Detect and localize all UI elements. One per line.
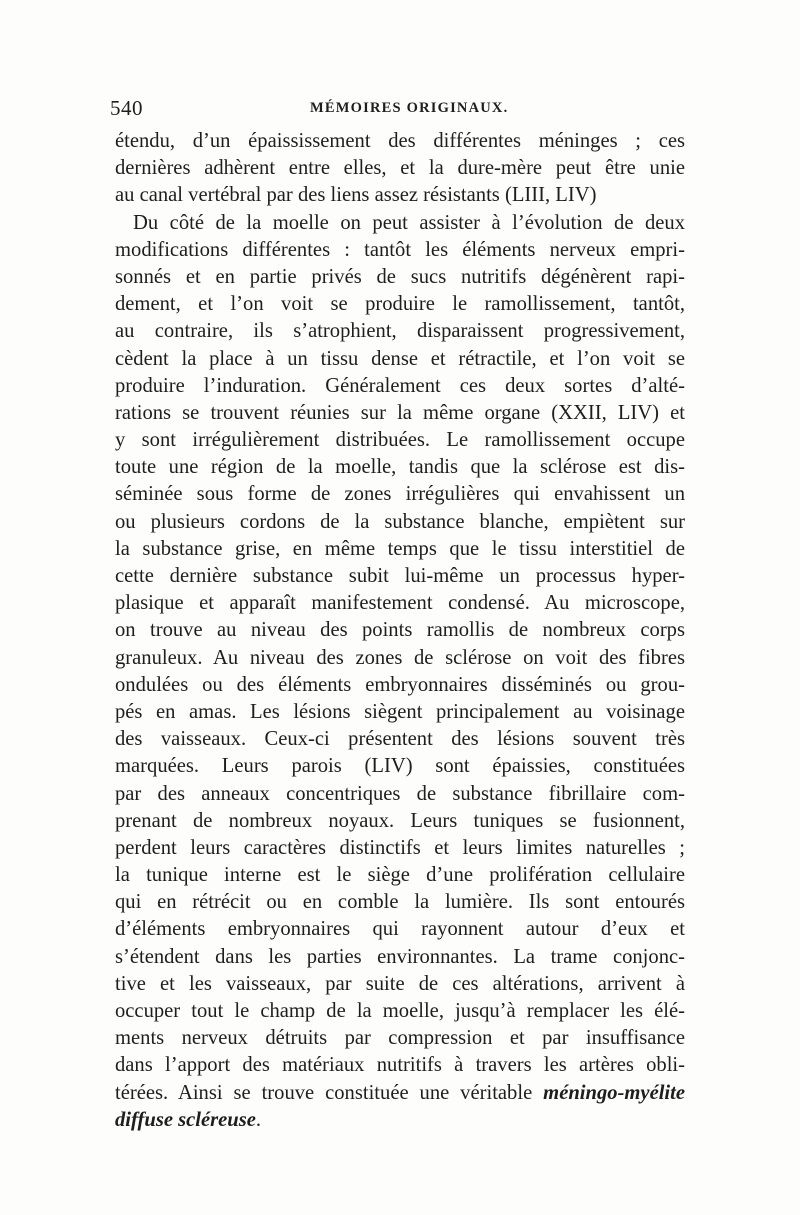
page-number: 540 bbox=[110, 96, 143, 120]
text-line: tive et les vaisseaux, par suite de ces altérations, arrivent à bbox=[115, 972, 685, 995]
text-line: ments nerveux détruits par compression et par insuffisance bbox=[115, 1027, 685, 1050]
text-line: la substance grise, en même temps que le tissu interstitiel de bbox=[115, 537, 685, 560]
line-text: térées. Ainsi se trouve constituée une véritable bbox=[115, 1081, 533, 1104]
text-line: on trouve au niveau des points ramollis de nombreux corps bbox=[115, 619, 685, 642]
text-line: par des anneaux concentriques de substance fibrillaire com- bbox=[115, 782, 685, 805]
text-line: des vaisseaux. Ceux-ci présentent des lésions souvent très bbox=[115, 728, 685, 751]
text-line: séminée sous forme de zones irrégulières qui envahissent un bbox=[115, 483, 685, 506]
text-line: pés en amas. Les lésions siègent principalement au voisinage bbox=[115, 700, 685, 723]
text-line: ondulées ou des éléments embryonnaires disséminés ou grou- bbox=[115, 673, 685, 696]
italic-term: méningo-myélite bbox=[543, 1081, 686, 1104]
text-line: produire l’induration. Généralement ces deux sortes d’alté- bbox=[115, 374, 685, 397]
running-head: MÉMOIRES ORIGINAUX. bbox=[310, 100, 509, 116]
paragraph-start-line: Du côté de la moelle on peut assister à l’évolution de deux bbox=[133, 211, 685, 234]
text-line: rations se trouvent réunies sur la même organe (XXII, LIV) et bbox=[115, 401, 685, 424]
page-header bbox=[110, 96, 695, 126]
text-line: qui en rétrécit ou en comble la lumière. Ils sont entourés bbox=[115, 891, 685, 914]
italic-term: diffuse scléreuse bbox=[115, 1108, 256, 1131]
text-line: sonnés et en partie privés de sucs nutritifs dégénèrent rapi- bbox=[115, 265, 685, 288]
text-line: cette dernière substance subit lui-même un processus hyper- bbox=[115, 565, 685, 587]
text-line: dans l’apport des matériaux nutritifs à travers les artères obli- bbox=[115, 1054, 685, 1077]
text-line: d’éléments embryonnaires qui rayonnent autour d’eux et bbox=[115, 918, 685, 941]
text-line: plasique et apparaît manifestement condensé. Au microscope, bbox=[115, 592, 685, 615]
text-line: granuleux. Au niveau des zones de sclérose on voit des fibres bbox=[115, 646, 685, 669]
text-line: s’étendent dans les parties environnantes. La trame conjonc- bbox=[115, 945, 685, 968]
text-line: y sont irrégulièrement distribuées. Le ramollissement occupe bbox=[115, 429, 685, 452]
text-line: marquées. Leurs parois (LIV) sont épaissies, constituées bbox=[115, 755, 685, 778]
text-line bbox=[115, 1080, 685, 1107]
text-line: modifications différentes : tantôt les éléments nerveux empri- bbox=[115, 238, 685, 261]
text-line: la tunique interne est le siège d’une prolifération cellulaire bbox=[115, 864, 685, 887]
text-line: occuper tout le champ de la moelle, jusqu’à remplacer les élé- bbox=[115, 1000, 685, 1022]
text-line: toute une région de la moelle, tandis que la sclérose est dis- bbox=[115, 456, 685, 479]
text-line: dement, et l’on voit se produire le ramollissement, tantôt, bbox=[115, 293, 685, 316]
text-line: au contraire, ils s’atrophient, disparaissent progressivement, bbox=[115, 320, 685, 343]
text-line: dernières adhèrent entre elles, et la dure-mère peut être unie bbox=[115, 157, 685, 180]
text-line: au canal vertébral par des liens assez résistants (LIII, LIV) bbox=[115, 184, 597, 207]
text-line: cèdent la place à un tissu dense et rétractile, et l’on voit se bbox=[115, 347, 685, 370]
text-line: étendu, d’un épaississement des différentes méninges ; ces bbox=[115, 130, 685, 152]
body-text bbox=[115, 128, 685, 1134]
text-line: ou plusieurs cordons de la substance blanche, empiètent sur bbox=[115, 510, 685, 533]
final-line bbox=[115, 1107, 685, 1134]
final-period: . bbox=[255, 1108, 262, 1131]
text-line: perdent leurs caractères distinctifs et leurs limites naturelles ; bbox=[115, 836, 685, 859]
text-line: prenant de nombreux noyaux. Leurs tuniques se fusionnent, bbox=[115, 809, 685, 832]
